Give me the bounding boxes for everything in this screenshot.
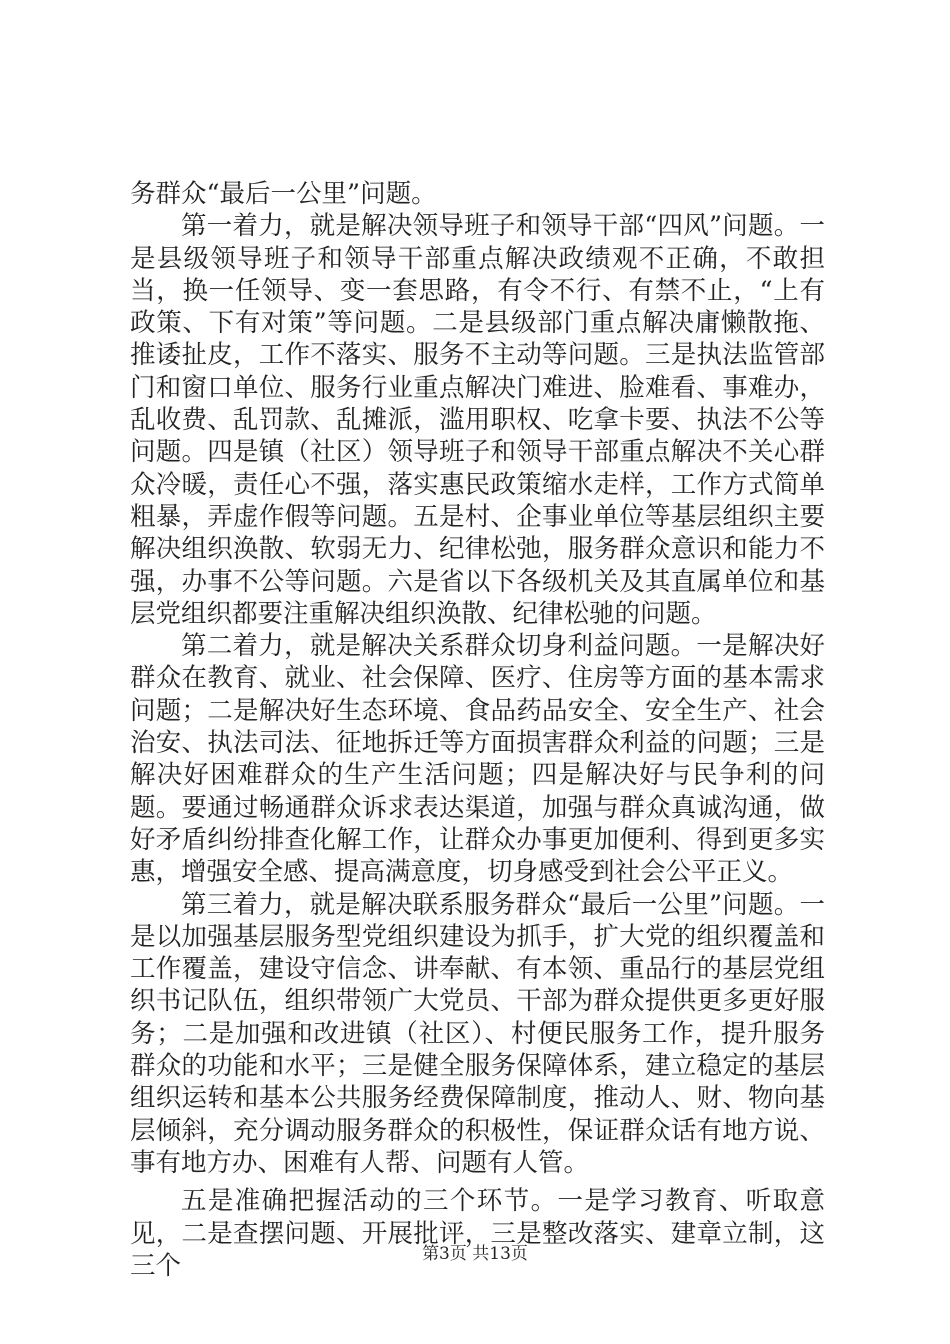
paragraph-third-focus: 第三着力，就是解决联系服务群众“最后一公里”问题。一是以加强基层服务型党组织建设为抓手，扩大党的组织覆盖和工作覆盖，建设守信念、讲奉献、有本领、重品行的基层党组织书记队伍，组织带领广大党员、干部为群众提供更多更好服务；二是加强和改进镇（社区）、村便民服务工作，提升服务群众的功能和水平；三是健全服务保障体系，建立稳定的基层组织运转和基本公共服务经费保障制度，推动人、财、物向基层倾斜，充分调动服务群众的积极性，保证群众话有地方说、事有地方办、困难有人帮、问题有人管。 bbox=[130, 889, 825, 1178]
paragraph-continuation: 务群众“最后一公里”问题。 bbox=[130, 179, 437, 209]
paragraph-three-stages: 五是准确把握活动的三个环节。一是学习教育、听取意见，二是查摆问题、开展批评，三是整改落实、建章立制，这三个 bbox=[130, 1186, 825, 1281]
paragraph-second-focus: 第二着力，就是解决关系群众切身利益问题。一是解决好群众在教育、就业、社会保障、医疗、住房等方面的基本需求问题；二是解决好生态环境、食品药品安全、安全生产、社会治安、执法司法、征地拆迁等方面损害群众利益的问题；三是解决好困难群众的生产生活问题；四是解决好与民争利的问题。要通过畅通群众诉求表达渠道，加强与群众真诚沟通，做好矛盾纠纷排查化解工作，让群众办事更加便利、得到更多实惠，增强安全感、提高满意度，切身感受到社会公平正义。 bbox=[130, 631, 825, 888]
paragraph-first-focus: 第一着力，就是解决领导班子和领导干部“四风”问题。一是县级领导班子和领导干部重点解决政绩观不正确，不敢担当，换一任领导、变一套思路，有令不行、有禁不止，“上有政策、下有对策”等问题。二是县级部门重点解决庸懒散拖、推诿扯皮，工作不落实、服务不主动等问题。三是执法监管部门和窗口单位、服务行业重点解决门难进、脸难看、事难办，乱收费、乱罚款、乱摊派，滥用职权、吃拿卡要、执法不公等问题。四是镇（社区）领导班子和领导干部重点解决不关心群众冷暖，责任心不强，落实惠民政策缩水走样，工作方式简单粗暴，弄虚作假等问题。五是村、企事业单位等基层组织主要解决组织涣散、软弱无力、纪律松弛，服务群众意识和能力不强，办事不公等问题。六是省以下各级机关及其直属单位和基层党组织都要注重解决组织涣散、纪律松驰的问题。 bbox=[130, 211, 825, 629]
page-number-footer: 第3页 共13页 bbox=[422, 1244, 528, 1264]
document-body bbox=[130, 178, 825, 1282]
